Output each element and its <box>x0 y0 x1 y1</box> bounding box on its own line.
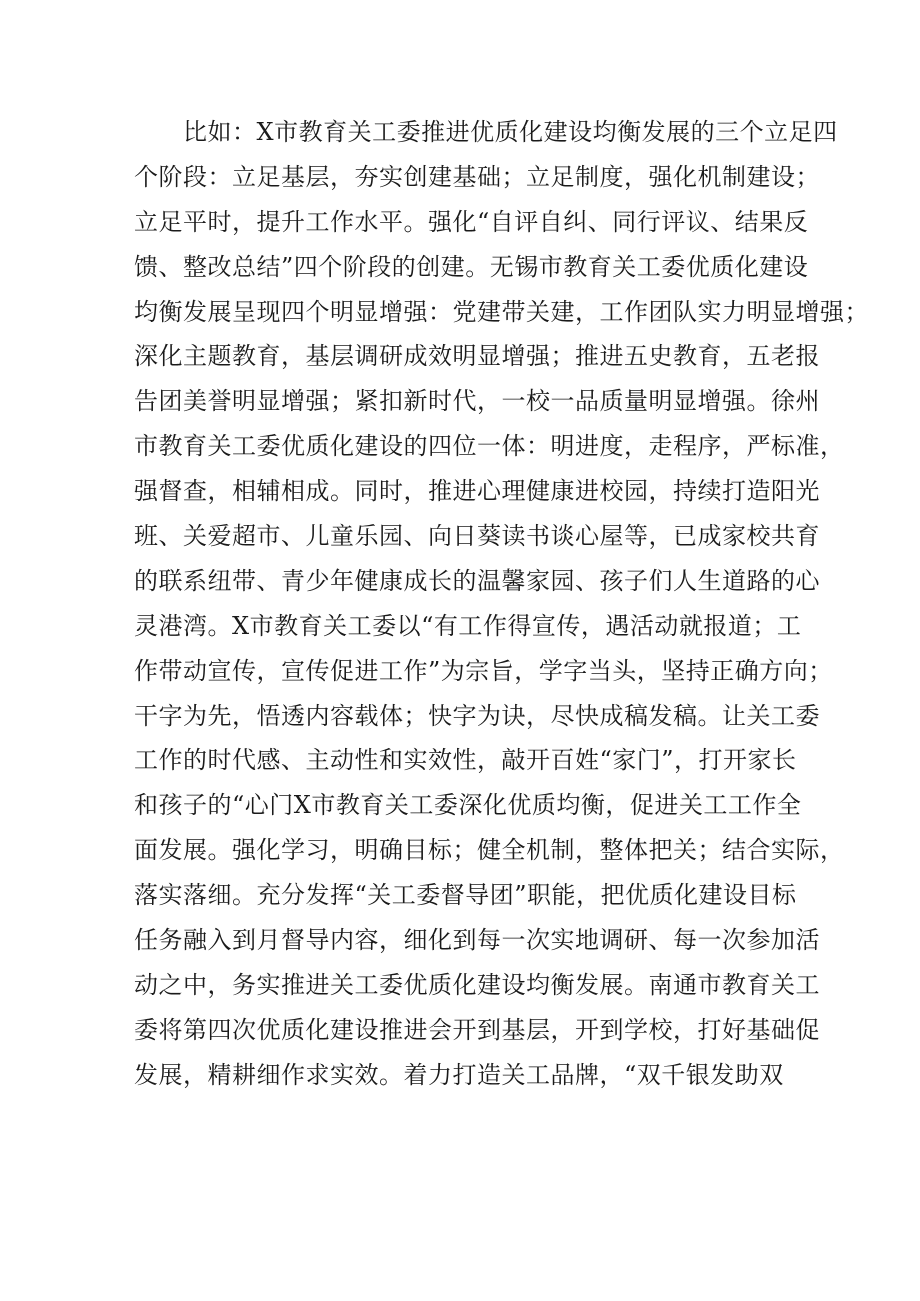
paragraph-line: 发展，精耕细作求实效。着力打造关工品牌，“双千银发助双 <box>134 1060 784 1089</box>
paragraph-line: 比如：X市教育关工委推进优质化建设均衡发展的三个立足四 <box>134 118 838 146</box>
paragraph-line: 馈、整改总结”四个阶段的创建。无锡市教育关工委优质化建设 <box>134 252 809 281</box>
paragraph-line: 落实落细。充分发挥“关工委督导团”职能，把优质化建设目标 <box>134 881 797 910</box>
body-paragraph <box>134 110 869 1098</box>
paragraph-line: 强督查，相辅相成。同时，推进心理健康进校园，持续打造阳光 <box>134 477 820 506</box>
paragraph-line: 均衡发展呈现四个明显增强：党建带关建，工作团队实力明显增强； <box>134 297 869 326</box>
paragraph-line: 立足平时，提升工作水平。强化“自评自纠、同行评议、结果反 <box>134 207 809 236</box>
paragraph-line: 工作的时代感、主动性和实效性，敲开百姓“家门”，打开家长 <box>134 746 797 775</box>
paragraph-line: 市教育关工委优质化建设的四位一体：明进度，走程序，严标准， <box>134 432 845 461</box>
paragraph-line: 班、关爱超市、儿童乐园、向日葵读书谈心屋等，已成家校共育 <box>134 522 820 551</box>
paragraph-line: 的联系纽带、青少年健康成长的温馨家园、孩子们人生道路的心 <box>134 566 820 595</box>
paragraph-line: 面发展。强化学习，明确目标；健全机制，整体把关；结合实际， <box>134 836 845 865</box>
paragraph-line: 委将第四次优质化建设推进会开到基层，开到学校，打好基础促 <box>134 1015 820 1044</box>
paragraph-line: 和孩子的“心门X市教育关工委深化优质均衡，促进关工工作全 <box>134 791 802 820</box>
paragraph-line: 干字为先，悟透内容载体；快字为诀，尽快成稿发稿。让关工委 <box>134 701 820 730</box>
paragraph-line: 作带动宣传，宣传促进工作”为宗旨，学字当头，坚持正确方向； <box>134 656 833 685</box>
paragraph-line: 灵港湾。X市教育关工委以“有工作得宣传，遇活动就报道；工 <box>134 611 802 640</box>
paragraph-line: 告团美誉明显增强；紧扣新时代，一校一品质量明显增强。徐州 <box>134 387 820 416</box>
paragraph-line: 任务融入到月督导内容，细化到每一次实地调研、每一次参加活 <box>134 926 820 955</box>
paragraph-line: 动之中，务实推进关工委优质化建设均衡发展。南通市教育关工 <box>134 970 820 999</box>
paragraph-line: 个阶段：立足基层，夯实创建基础；立足制度，强化机制建设； <box>134 162 820 191</box>
paragraph-line: 深化主题教育，基层调研成效明显增强；推进五史教育，五老报 <box>134 342 820 371</box>
